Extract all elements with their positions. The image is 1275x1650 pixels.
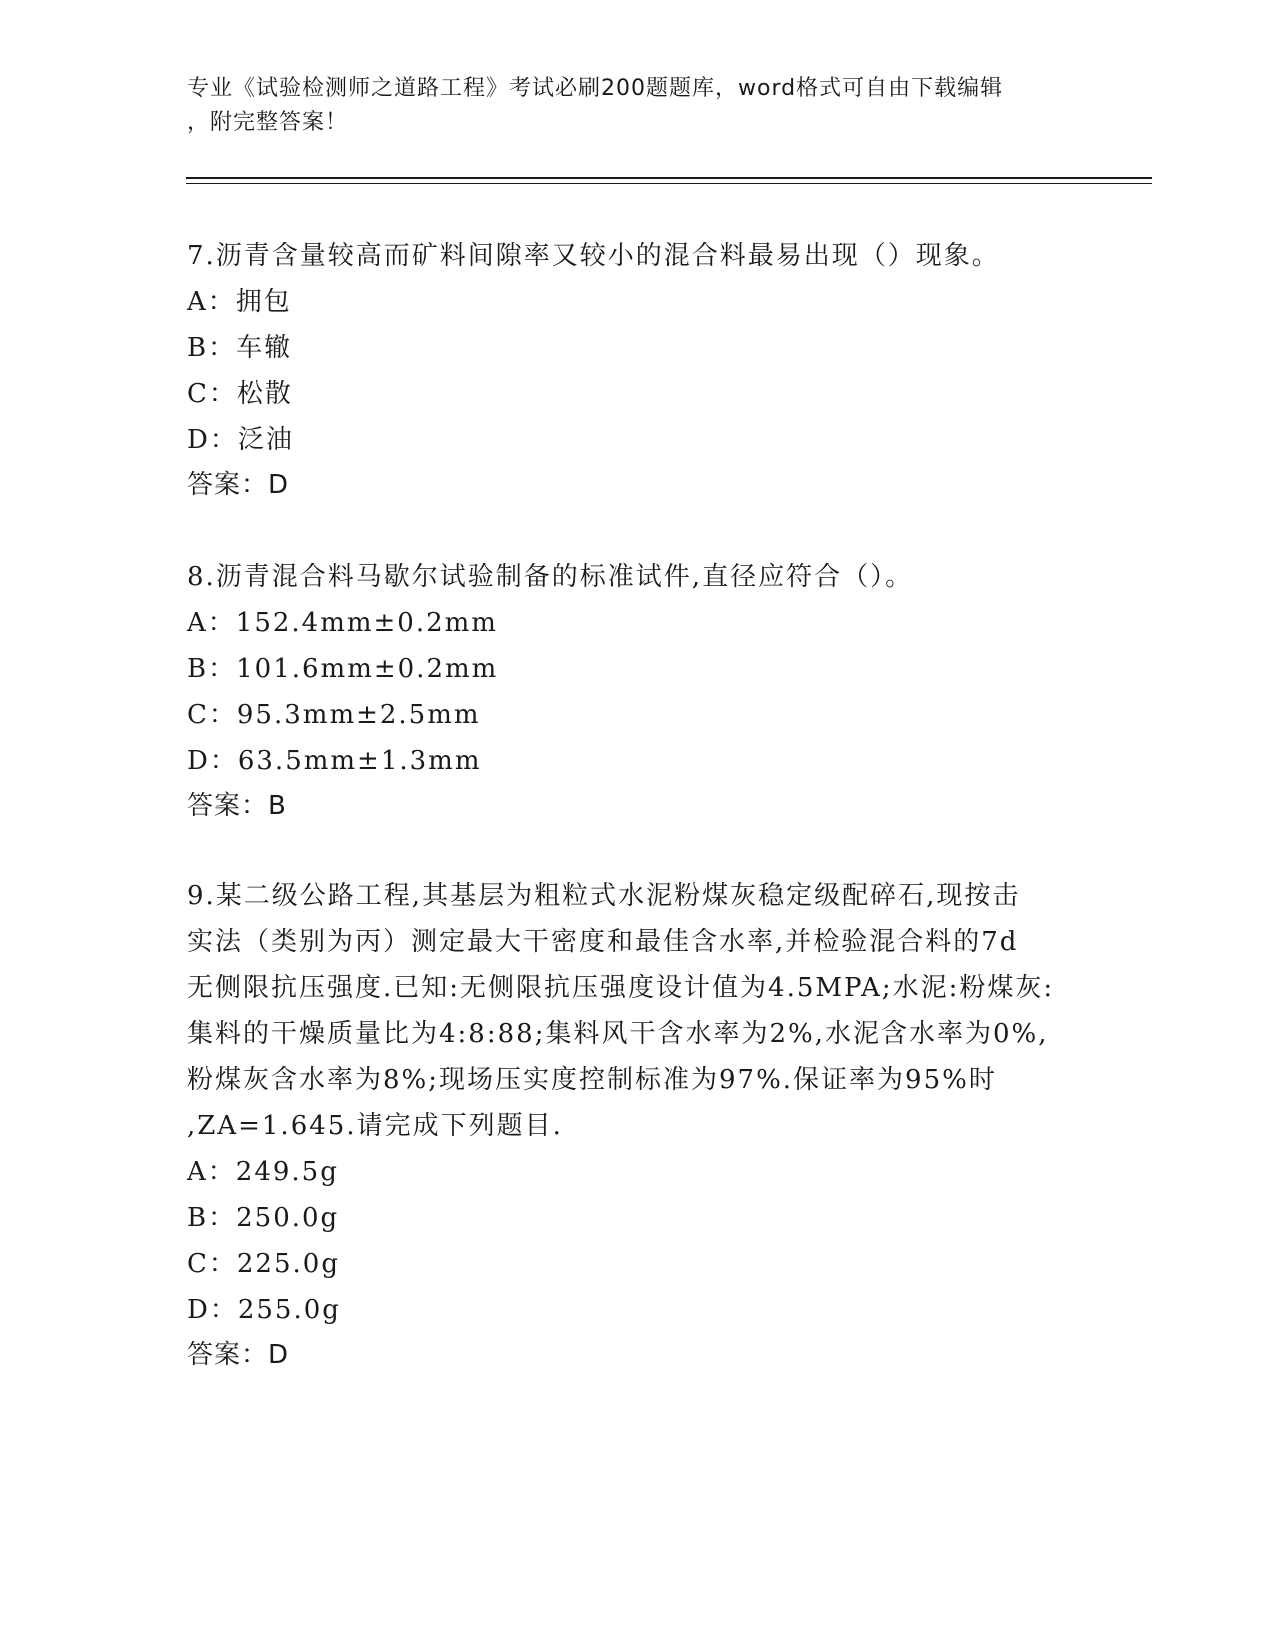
answer-line: 答案：D: [187, 1340, 290, 1370]
option-d: D：255.0g: [187, 1295, 341, 1325]
option-c: C：225.0g: [187, 1249, 340, 1279]
option-a: A：249.5g: [187, 1157, 339, 1187]
option-a: A：152.4mm±0.2mm: [187, 608, 498, 638]
header-divider-thick: [186, 177, 1152, 179]
question-text-line-4: 集料的干燥质量比为4:8:88;集料风干含水率为2%,水泥含水率为0%,: [187, 1019, 1049, 1049]
question-8: [187, 554, 1087, 828]
document-header: [187, 72, 1087, 140]
answer-line: 答案：D: [187, 470, 290, 500]
question-text-line-2: 实法（类别为丙）测定最大干密度和最佳含水率,并检验混合料的7d: [187, 927, 1019, 957]
question-text: 7.沥青含量较高而矿料间隙率又较小的混合料最易出现（）现象。: [187, 241, 1000, 271]
header-line-1: 专业《试验检测师之道路工程》考试必刷200题题库，word格式可自由下载编辑: [187, 76, 1004, 101]
question-text: 8.沥青混合料马歇尔试验制备的标准试件,直径应符合（）。: [187, 562, 914, 592]
option-b: B：101.6mm±0.2mm: [187, 654, 499, 684]
question-text-line-3: 无侧限抗压强度.已知:无侧限抗压强度设计值为4.5MPA;水泥:粉煤灰:: [187, 973, 1055, 1003]
question-text-line-5: 粉煤灰含水率为8%;现场压实度控制标准为97%.保证率为95%时: [187, 1065, 997, 1095]
option-b: B：250.0g: [187, 1203, 340, 1233]
option-b: B：车辙: [187, 333, 293, 363]
option-a: A：拥包: [187, 287, 292, 317]
option-c: C：松散: [187, 379, 293, 409]
question-text-line-6: ,ZA=1.645.请完成下列题目.: [187, 1111, 563, 1141]
question-9: [187, 873, 1087, 1377]
option-d: D：63.5mm±1.3mm: [187, 746, 482, 776]
answer-line: 答案：B: [187, 791, 287, 821]
header-divider-thin: [186, 183, 1152, 184]
header-line-2: ，附完整答案！: [187, 110, 349, 135]
option-c: C：95.3mm±2.5mm: [187, 700, 481, 730]
question-text-line-1: 9.某二级公路工程,其基层为粗粒式水泥粉煤灰稳定级配碎石,现按击: [187, 881, 1021, 911]
option-d: D：泛油: [187, 425, 294, 455]
question-7: [187, 233, 1087, 507]
